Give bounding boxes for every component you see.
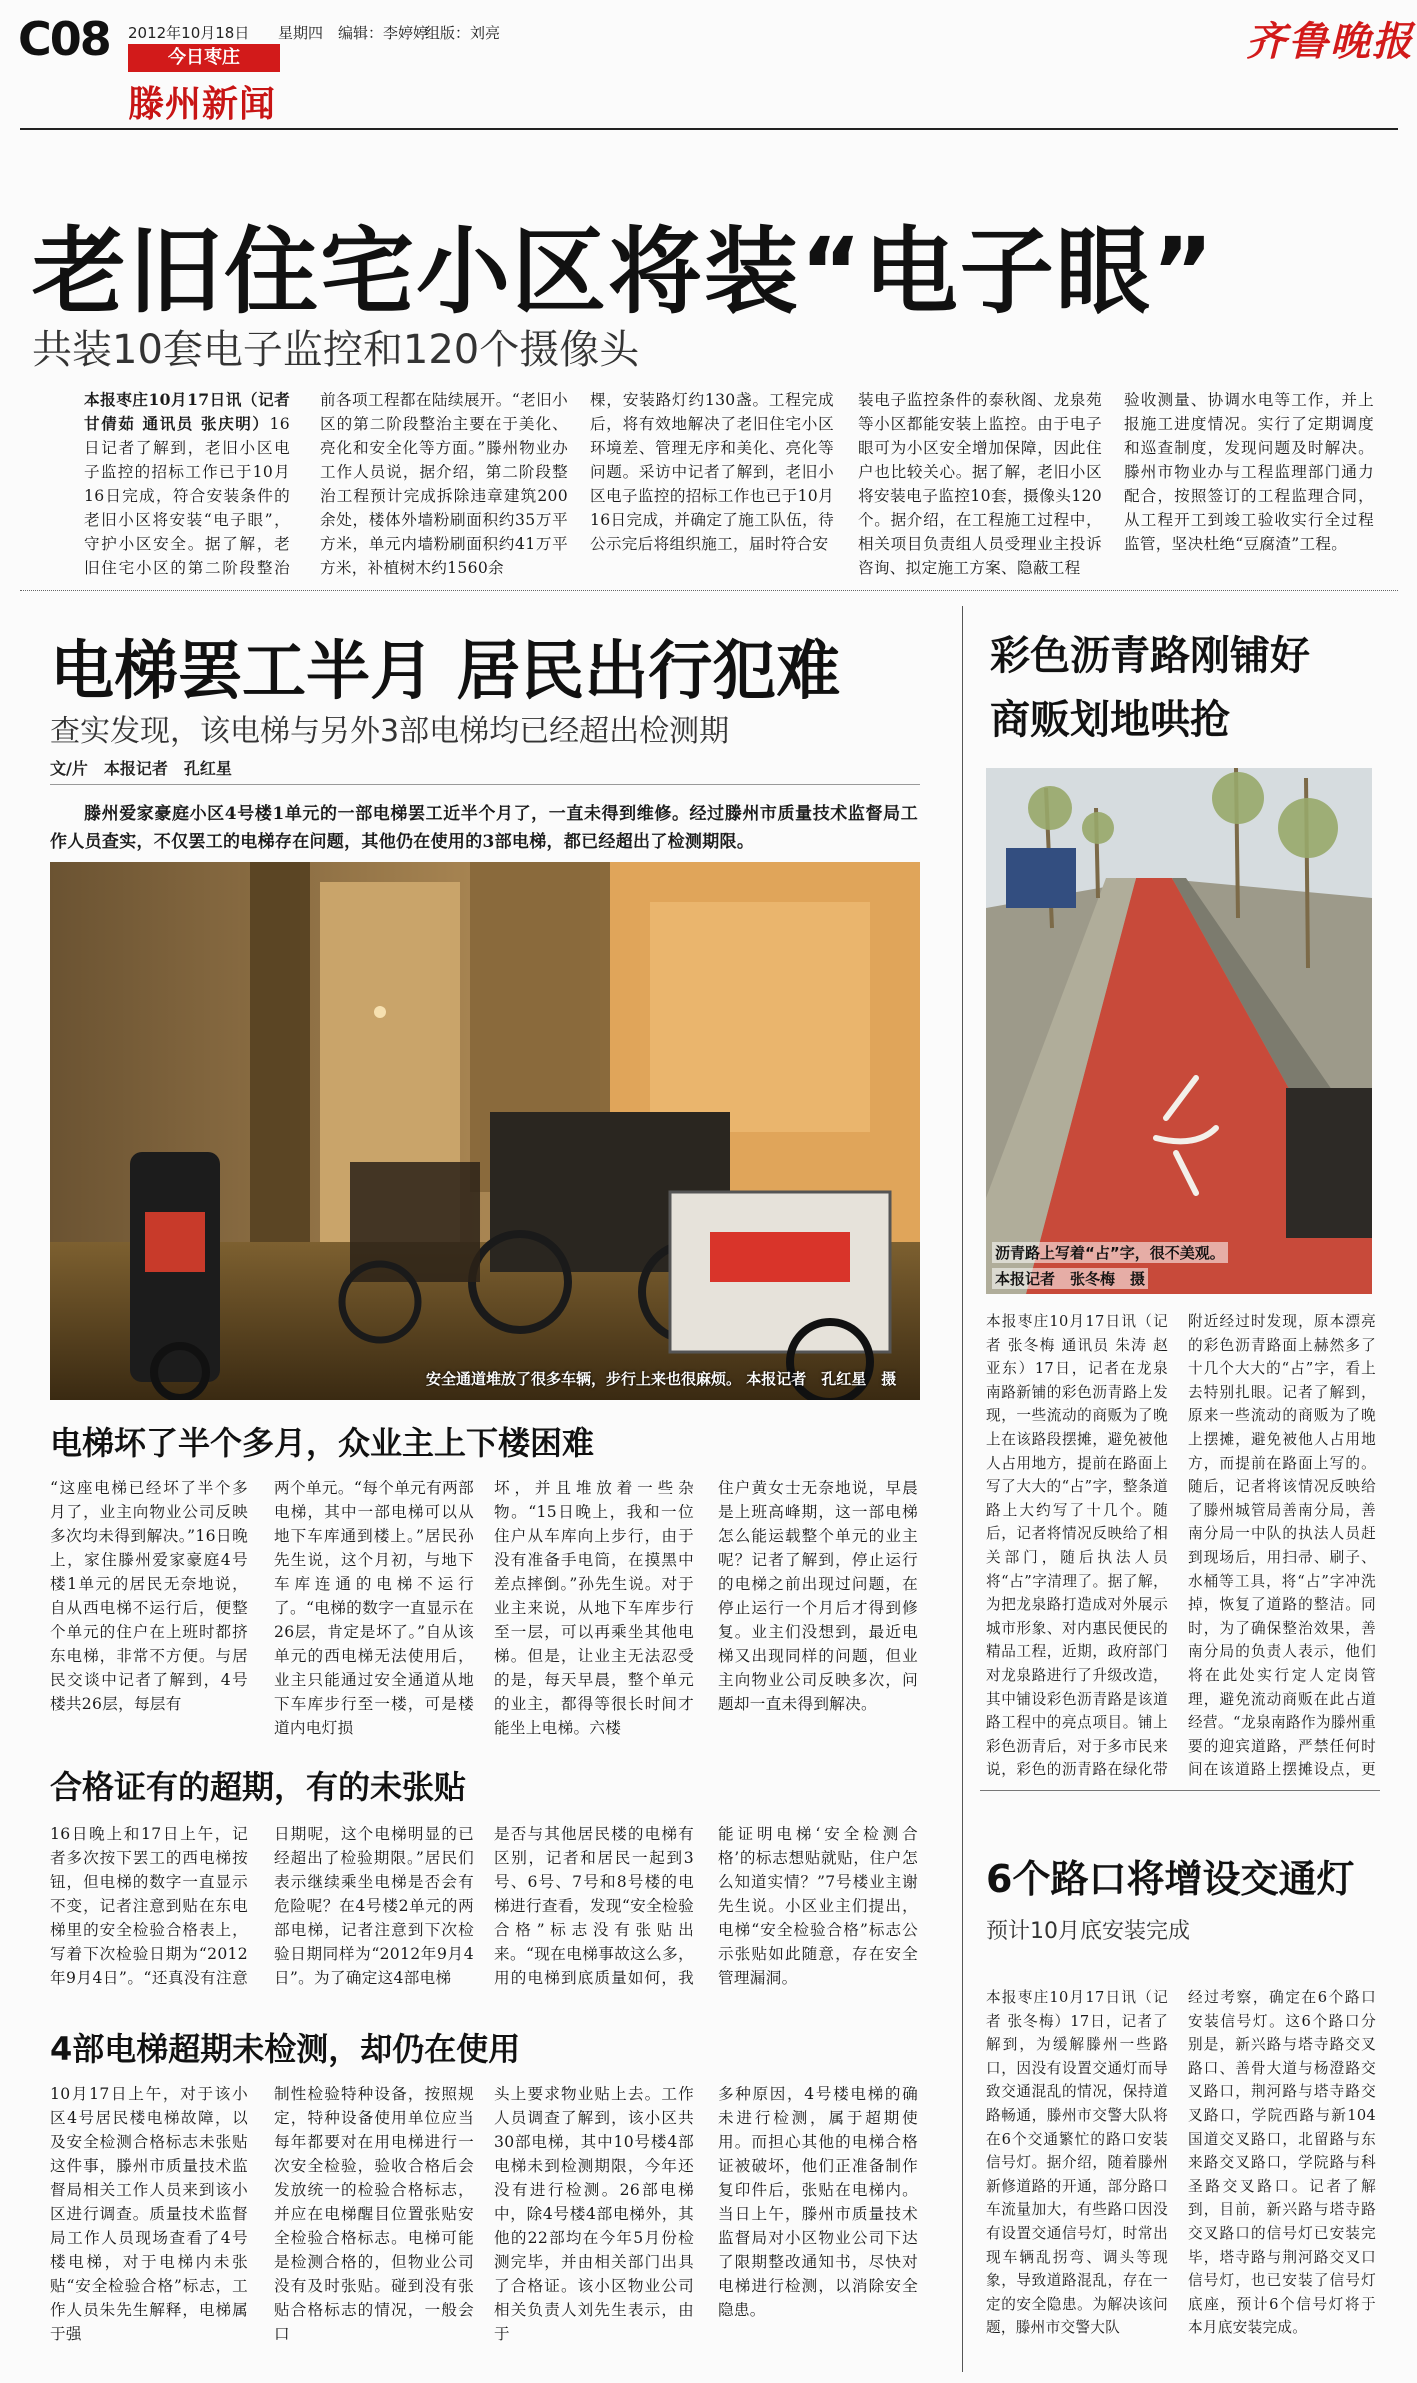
story1-text-4: 装电子监控条件的泰秋阁、龙泉苑等小区都能安装上监控。由于电子眼可为小区安全增加保障，因此住户也比较关心。据了解，老旧小区将安装电子监控10套，摄像头120个。据介绍，在工程施工过程中，相关项目负责组人员受理业主投诉咨询、拟定施工方案、隐蔽工程 xyxy=(858,391,1102,577)
story1-subhead: 共装10套电子监控和120个摄像头 xyxy=(32,327,640,373)
section2-col-3 xyxy=(494,1822,694,1992)
story2-subhead: 查实发现，该电梯与另外3部电梯均已经超出检测期 xyxy=(50,714,730,749)
story1-text-2: 前各项工程都在陆续展开。“老旧小区的第二阶段整治主要在于美化、亮化和安全化等方面。”滕州物业办工作人员说，据介绍，第二阶段整治工程预计完成拆除违章建筑200余处，楼体外墙粉刷面积约35万平方米，单元内墙粉刷面积约41万平方米，补植树木约1560余 xyxy=(320,391,568,577)
section2-heading: 合格证有的超期，有的未张贴 xyxy=(50,1768,467,1806)
story3-bottom-rule xyxy=(980,1790,1380,1791)
section2-col-2 xyxy=(274,1822,474,1992)
story2-headline: 电梯罢工半月 居民出行犯难 xyxy=(50,635,841,709)
editor-credit: 编辑：李婷婷 xyxy=(338,24,429,42)
story4-headline: 6个路口将增设交通灯 xyxy=(986,1857,1355,1901)
story1-headline: 老旧住宅小区将装“电子眼” xyxy=(32,218,1216,327)
section3-heading: 4部电梯超期未检测，却仍在使用 xyxy=(50,2030,521,2068)
story3-text-1: 本报枣庄10月17日讯（记者 张冬梅 通讯员 朱涛 赵亚东）17日，记者在龙泉南路新铺的彩色沥青路上发现，一些流动的商贩为了晚上在该路段摆摊，避免被他人占用地方，提前在路面上写了大大的“占”字，整条道路上大约写了十几个。随后，记者将情况反映给了相关部门，随后执法人员将“占”字清理了。据了解，为把龙泉路打造成对外展示城市形象、对内惠民便民的精品工程，近期，政府部门对龙泉路进行了升级改造，其中铺设彩色沥青路是该道路工程中的亮点项目。铺上彩色沥青后，对于多市民来说，彩色的沥青路在绿化带 xyxy=(986,1313,1168,1779)
section1-heading: 电梯坏了半个多月，众业主上下楼困难 xyxy=(50,1424,595,1462)
section1-text-1: “这座电梯已经坏了半个多月了，业主向物业公司反映多次均未得到解决。”16日晚上，家住滕州爱家豪庭4号楼1单元的居民无奈地说，自从西电梯不运行后，便整个单元的住户在上班时都挤东电梯，非常不方便。与居民交谈中记者了解到，4号楼共26层，每层有 xyxy=(50,1479,248,1713)
section1-col-2 xyxy=(274,1476,474,1740)
section2-col-1 xyxy=(50,1822,248,1992)
section3-text-1: 10月17日上午，对于该小区4号居民楼电梯故障，以及安全检测合格标志未张贴这件事，滕州市质量技术监督局相关工作人员来到该小区进行调查。质量技术监督局工作人员现场查看了4号楼电梯，对于电梯内未张贴“安全检验合格”标志，工作人员朱先生解释，电梯属于强 xyxy=(50,2085,248,2343)
section3-col-4 xyxy=(718,2082,918,2372)
story3-headline-line1: 彩色沥青路刚铺好 xyxy=(990,633,1310,679)
section3-col-1 xyxy=(50,2082,248,2372)
story2-byline-rule xyxy=(50,784,920,785)
story3-col-1 xyxy=(986,1310,1168,1782)
road-photo-caption-line2: 本报记者 张冬梅 摄 xyxy=(992,1268,1148,1289)
story1-col-5 xyxy=(1124,388,1374,578)
story1-col-4 xyxy=(858,388,1102,578)
road-photo-caption-line1: 沥青路上写着“占”字，很不美观。 xyxy=(992,1242,1228,1263)
column-divider xyxy=(962,606,963,2372)
issue-weekday: 星期四 xyxy=(278,24,324,42)
elevator-lobby-illustration xyxy=(50,862,920,1400)
section1-text-2: 两个单元。“每个单元有两部电梯，其中一部电梯可以从地下车库通到楼上。”居民孙先生说，这个月初，与地下车库连通的电梯不运行了。“电梯的数字一直显示在26层，肯定是坏了。”自从该单元的西电梯无法使用后，业主只能通过安全通道从地下车库步行至一楼，可是楼道内电灯损 xyxy=(274,1479,474,1737)
story3-headline-line2: 商贩划地哄抢 xyxy=(990,697,1230,743)
story4-col-1 xyxy=(986,1986,1168,2368)
section-name: 滕州新闻 xyxy=(128,84,277,125)
section2-text-4: 能证明电梯‘安全检测合格’的标志想贴就贴，住户怎么知道实情？”7号楼业主谢先生说。小区业主们提出，电梯“安全检验合格”标志公示张贴如此随意，存在安全管理漏洞。 xyxy=(718,1825,918,1987)
section2-text-1: 16日晚上和17日上午，记者多次按下罢工的西电梯按钮，但电梯的数字一直显示不变，记者注意到贴在东电梯里的安全检验合格表上，写着下次检验日期为“2012年9月4日”。“还真没有注意 xyxy=(50,1825,248,1987)
story1-bottom-rule xyxy=(20,590,1398,591)
story1-text-5: 验收测量、协调水电等工作，并上报施工进度情况。实行了定期调度和巡查制度，发现问题及时解决。滕州市物业办与工程监理部门通力配合，按照签订的工程监理合同，从工程开工到竣工验收实行全过程监管，坚决杜绝“豆腐渣”工程。 xyxy=(1124,391,1374,553)
section2-text-2: 日期呢，这个电梯明显的已经超出了检验期限。”居民们表示继续乘坐电梯是否会有危险呢？在4号楼2单元的两部电梯，记者注意到下次检验日期同样为“2012年9月4日”。为了确定这4部电梯 xyxy=(274,1825,474,1987)
elevator-lobby-photo xyxy=(50,862,920,1400)
elevator-photo-caption: 安全通道堆放了很多车辆，步行上来也很麻烦。 本报记者 孔红星 摄 xyxy=(426,1370,897,1388)
story4-text-1: 本报枣庄10月17日讯（记者 张冬梅）17日，记者了解到，为缓解滕州一些路口，因没有设置交通灯而导致交通混乱的情况，保持道路畅通，滕州市交警大队将在6个交通繁忙的路口安装信号灯。据介绍，随着滕州新修道路的开通，部分路口车流量加大，有些路口因没有设置交通信号灯，时常出现车辆乱拐弯、调头等现象，导致道路混乱，存在一定的安全隐患。为解决该问题，滕州市交警大队 xyxy=(986,1989,1168,2337)
story4-subhead: 预计10月底安装完成 xyxy=(986,1919,1190,1944)
page-number: C08 xyxy=(18,12,110,66)
story1-text-3: 棵，安装路灯约130盏。工程完成后，将有效地解决了老旧住宅小区环境差、管理无序和美化、亮化等问题。采访中记者了解到，老旧小区电子监控的招标工作也已于10月16日完成，并确定了施工队伍，待公示完后将组织施工，届时符合安 xyxy=(590,391,834,553)
story1-col-1 xyxy=(84,388,290,578)
section1-col-3 xyxy=(494,1476,694,1740)
story1-text-1: 16日记者了解到，老旧小区电子监控的招标工作已于10月16日完成，符合安装条件的老旧小区将安装“电子眼”，守护小区安全。据了解，老旧住宅小区的第二阶段整治 xyxy=(84,415,290,577)
story2-intro-text: 滕州爱家豪庭小区4号楼1单元的一部电梯罢工近半个月了，一直未得到维修。经过滕州市质量技术监督局工作人员查实，不仅罢工的电梯存在问题，其他仍在使用的3部电梯，都已经超出了检测期限。 xyxy=(50,804,918,852)
story3-col-2 xyxy=(1188,1310,1376,1782)
issue-date: 2012年10月18日 xyxy=(128,24,250,42)
story4-col-2 xyxy=(1188,1986,1376,2368)
asphalt-road-photo xyxy=(986,768,1372,1294)
section3-col-2 xyxy=(274,2082,474,2372)
section1-col-1 xyxy=(50,1476,248,1740)
section-tag: 今日枣庄 xyxy=(128,44,280,72)
story1-col-3 xyxy=(590,388,834,578)
section1-text-3: 坏，并且堆放着一些杂物。“15日晚上，我和一位住户从车库向上步行，由于没有准备手电筒，在摸黑中差点摔倒。”孙先生说。对于业主来说，从地下车库步行至一层，可以再乘坐其他电梯。但是，让业主无法忍受的是，每天早晨，整个单元的业主，都得等很长时间才能坐上电梯。六楼 xyxy=(494,1479,694,1737)
story4-text-2: 经过考察，确定在6个路口安装信号灯。这6个路口分别是，新兴路与塔寺路交叉路口、善骨大道与杨澄路交叉路口，荆河路与塔寺路交叉路口，学院西路与新104国道交叉路口，北留路与东来路交叉路口，学院路与科圣路交叉路口。记者了解到，目前，新兴路与塔寺路交叉路口的信号灯已安装完毕，塔寺路与荆河路交叉口信号灯，也已安装了信号灯底座，预计6个信号灯将于本月底安装完成。 xyxy=(1188,1989,1376,2337)
story1-col-2 xyxy=(320,388,568,578)
section3-col-3 xyxy=(494,2082,694,2372)
masthead-rule xyxy=(20,128,1398,130)
layout-credit: 组版：刘亮 xyxy=(425,24,501,42)
section3-text-4: 多种原因，4号楼电梯的确未进行检测，属于超期使用。而担心其他的电梯合格证被破坏，他们正准备制作复印件后，张贴在电梯内。当日上午，滕州市质量技术监督局对小区物业公司下达了限期整改通知书，尽快对电梯进行检测，以消除安全隐患。 xyxy=(718,2085,918,2319)
section1-col-4 xyxy=(718,1476,918,1740)
section1-text-4: 住户黄女士无奈地说，早晨是上班高峰期，这一部电梯怎么能运载整个单元的业主呢？记者了解到，停止运行的电梯之前出现过问题，在停止运行一个月后才得到修复。业主们没想到，最近电梯又出现同样的问题，但业主向物业公司反映多次，问题却一直未得到解决。 xyxy=(718,1479,918,1713)
paper-logo: 齐鲁晚报 xyxy=(1246,18,1414,65)
section2-col-4 xyxy=(718,1822,918,1992)
story2-intro xyxy=(50,800,918,858)
section3-text-3: 头上要求物业贴上去。工作人员调查了解到，该小区共30部电梯，其中10号楼4部电梯未到检测期限，今年还没有进行检测。26部电梯中，除4号楼4部电梯外，其他的22部均在今年5月份检测完毕，并由相关部门出具了合格证。该小区物业公司相关负责人刘先生表示，由于 xyxy=(494,2085,694,2343)
section3-text-2: 制性检验特种设备，按照规定，特种设备使用单位应当每年都要对在用电梯进行一次安全检验，验收合格后会发放统一的检验合格标志，并应在电梯醒目位置张贴安全检验合格标志。电梯可能是检测合格的，但物业公司没有及时张贴。碰到没有张贴合格标志的情况，一般会口 xyxy=(274,2085,474,2343)
story2-byline: 文/片 本报记者 孔红星 xyxy=(50,759,232,778)
section2-text-3: 是否与其他居民楼的电梯有区别，记者和居民一起到3号、6号、7号和8号楼的电梯进行查看，发现“安全检验合格”标志没有张贴出来。“现在电梯事故这么多，用的电梯到底质量如何，我 xyxy=(494,1825,694,1987)
story3-text-2: 附近经过时发现，原本漂亮的彩色沥青路面上赫然多了十几个大大的“占”字，看上去特别扎眼。记者了解到，原来一些流动的商贩为了晚上摆摊，避免被他人占用地方，而提前在路面上写的。随后，记者将该情况反映给了滕州城管局善南分局，善南分局一中队的执法人员赶到现场后，用扫帚、刷子、水桶等工具，将“占”字冲洗掉，恢复了道路的整洁。同时，为了确保整治效果，善南分局的负责人表示，他们将在此处实行定人定岗管理，避免流动商贩在此占道经营。“龙泉南路作为滕州重要的迎宾道路，严禁任何时间在该道路上摆摊设点，更 xyxy=(1188,1313,1376,1779)
asphalt-road-illustration xyxy=(986,768,1372,1294)
story1-lead: 本报枣庄10月17日讯（记者 甘倩茹 通讯员 张庆明） xyxy=(84,390,290,433)
